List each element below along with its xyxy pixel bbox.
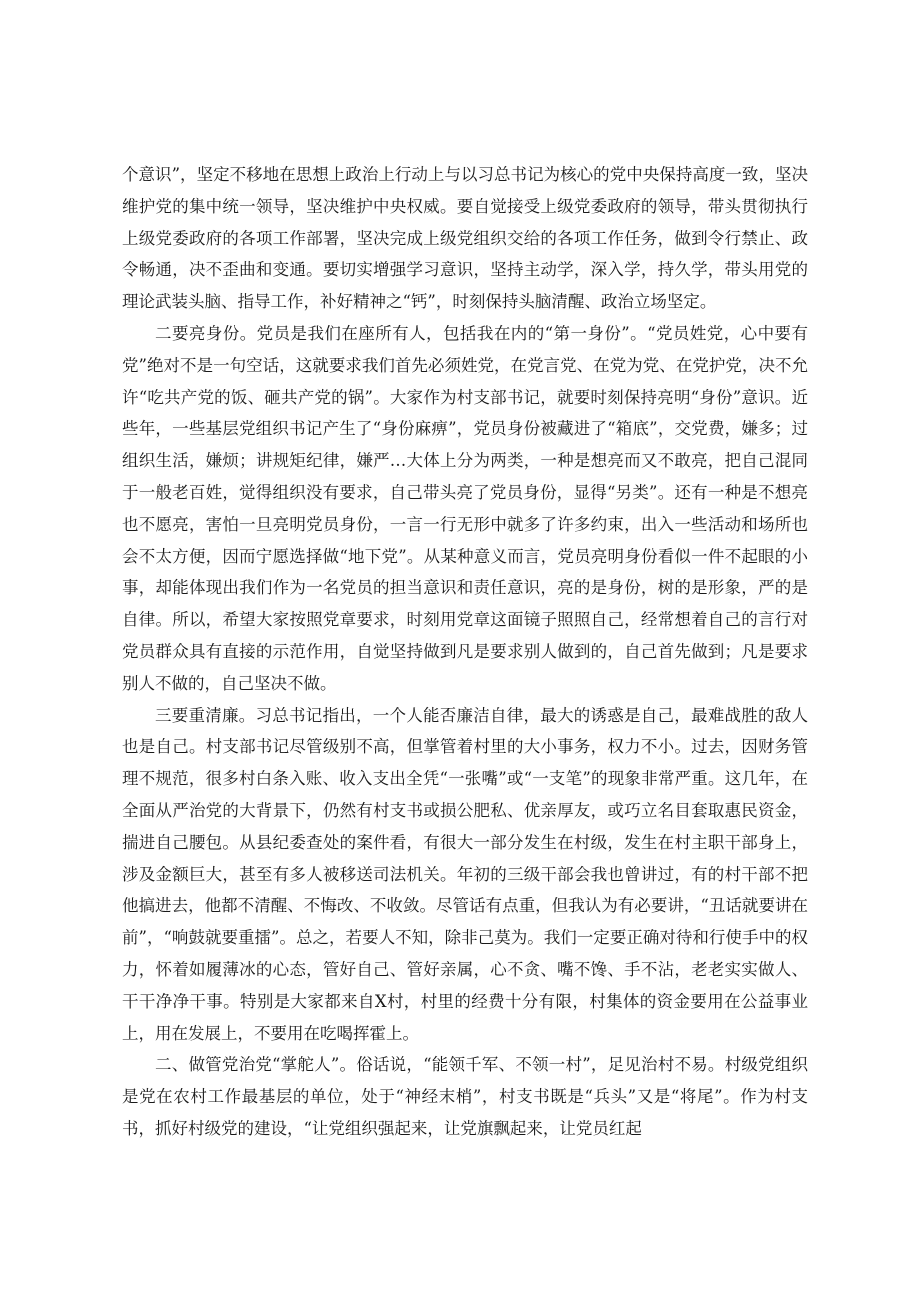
paragraph-show-identity: 二要亮身份。党员是我们在座所有人，包括我在内的“第一身份”。“党员姓党，心中要有党”绝对不是一句空话，这就要求我们首先必须姓党，在党言党、在党为党、在党护党，决不允许“吃共产党的饭、砸共产党的锅”。大家作为村支部书记，就要时刻保持亮明“身份”意识。近些年，一些基层党组织书记产生了“身份麻痹”，党员身份被藏进了“箱底”，交党费，嫌多；过组织生活，嫌烦；讲规矩纪律，嫌严…大体上分为两类，一种是想亮而又不敢亮，把自己混同于一般老百姓，觉得组织没有要求，自己带头亮了党员身份，显得“另类”。还有一种是不想亮也不愿亮，害怕一旦亮明党员身份，一言一行无形中就多了许多约束，出入一些活动和场所也会不太方便，因而宁愿选择做“地下党”。从某种意义而言，党员亮明身份看似一件不起眼的小事，却能体现出我们作为一名党员的担当意识和责任意识，亮的是身份，树的是形象，严的是自律。所以，希望大家按照党章要求，时刻用党章这面镜子照照自己，经常想着自己的言行对党员群众具有直接的示范作用，自觉坚持做到凡是要求别人做到的，自己首先做到；凡是要求别人不做的，自己坚决不做。	[122, 323, 808, 693]
paragraph-integrity: 三要重清廉。习总书记指出，一个人能否廉洁自律，最大的诱惑是自己，最难战胜的敌人也是自己。村支部书记尽管级别不高，但掌管着村里的大小事务，权力不小。过去，因财务管理不规范，很多村白条入账、收入支出全凭“一张嘴”或“一支笔”的现象非常严重。这几年，在全面从严治党的大背景下，仍然有村支书或损公肥私、优亲厚友，或巧立名目套取惠民资金，揣进自己腰包。从县纪委查处的案件看，有很大一部分发生在村级，发生在村主职干部身上，涉及金额巨大，甚至有多人被移送司法机关。年初的三级干部会我也曾讲过，有的村干部不把他搞进去，他都不清醒、不悔改、不收敛。尽管话有点重，但我认为有必要讲，“丑话就要讲在前”，“响鼓就要重擂”。总之，若要人不知，除非己莫为。我们一定要正确对待和行使手中的权力，怀着如履薄冰的心态，管好自己、管好亲属，心不贪、嘴不馋、手不沾，老老实实做人、干干净净干事。特别是大家都来自X村，村里的经费十分有限，村集体的资金要用在公益事业上，用在发展上，不要用在吃喝挥霍上。	[122, 705, 808, 1043]
document-body	[122, 159, 808, 1145]
paragraph-continuation: 个意识”，坚定不移地在思想上政治上行动上与以习总书记为核心的党中央保持高度一致，坚决维护党的集中统一领导，坚决维护中央权威。要自觉接受上级党委政府的领导，带头贯彻执行上级党委政府的各项工作部署，坚决完成上级党组织交给的各项工作任务，做到令行禁止、政令畅通，决不歪曲和变通。要切实增强学习意识，坚持主动学，深入学，持久学，带头用党的理论武装头脑、指导工作，补好精神之“钙”，时刻保持头脑清醒、政治立场坚定。	[122, 165, 808, 312]
paragraph-party-governance: 二、做管党治党“掌舵人”。俗话说，“能领千军、不领一村”，足见治村不易。村级党组织是党在农村工作最基层的单位，处于“神经末梢”，村支书既是“兵头”又是“将尾”。作为村支书，抓好村级党的建设，“让党组织强起来，让党旗飘起来，让党员红起	[122, 1055, 808, 1138]
